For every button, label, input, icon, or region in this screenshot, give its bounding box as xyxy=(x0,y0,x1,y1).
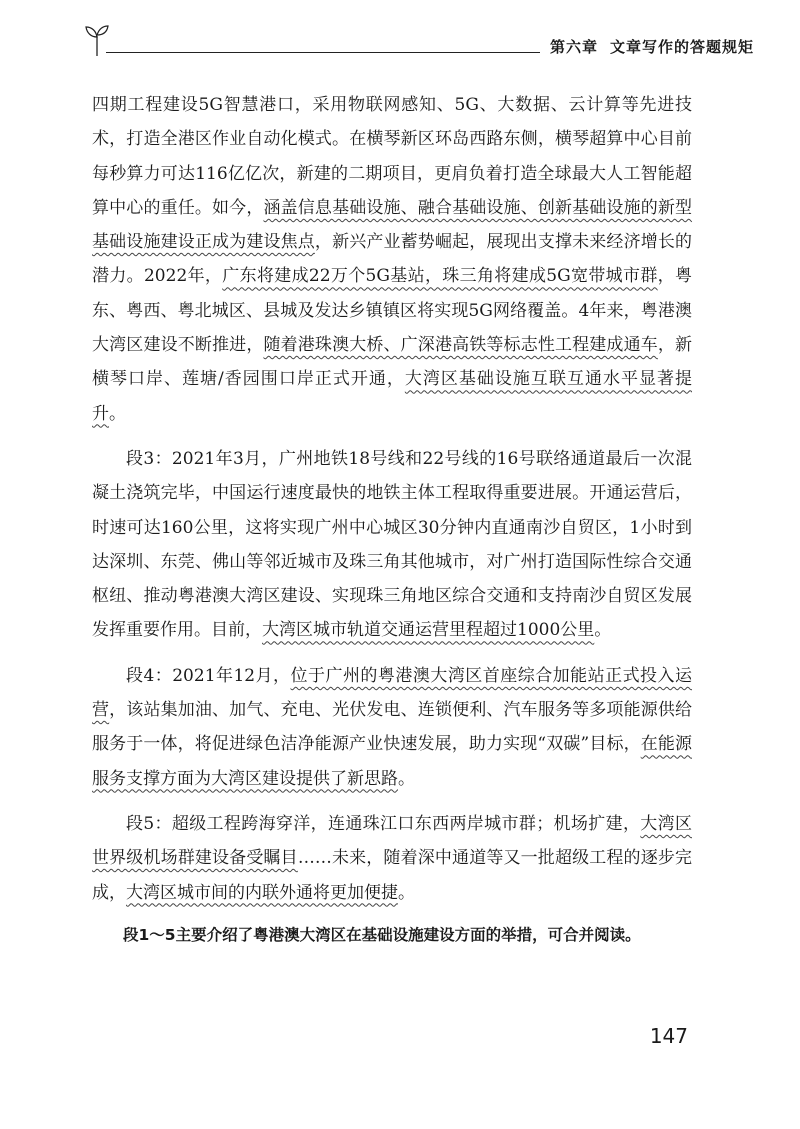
paragraph-3 xyxy=(92,659,692,796)
chapter-title: 文章写作的答题规矩 xyxy=(610,38,755,56)
header-rule xyxy=(106,52,540,53)
underlined-phrase: 在能源服务支撑方面为大湾区建设提供了新思路 xyxy=(92,734,692,789)
underlined-phrase: 大湾区基础设施互联互通水平显著提升 xyxy=(92,369,692,424)
text-run: 段5：超级工程跨海穿洋，连通珠江口东西两岸城市群；机场扩建， xyxy=(126,813,641,834)
text-run: ，新兴产业蓄势崛起，展现出支撑未来经济增长的潜力。2022年， xyxy=(92,232,693,287)
page-number: 147 xyxy=(649,1024,688,1048)
summary-note: 段1～5主要介绍了粤港澳大湾区在基础设施建设方面的举措，可合并阅读。 xyxy=(123,925,641,944)
text-run: ，该站集加油、加气、充电、光伏发电、连锁便利、汽车服务等多项能源供给服务于一体，将促进绿色洁净能源产业快速发展，助力实现“双碳”目标， xyxy=(92,700,693,755)
text-run: 。 xyxy=(109,403,126,424)
page-header xyxy=(84,22,755,62)
text-run: ，新横琴口岸、莲塘/香园围口岸正式开通， xyxy=(92,335,693,390)
text-run: 。 xyxy=(398,768,415,789)
text-run: 。 xyxy=(594,620,612,641)
underlined-phrase: 随着港珠澳大桥、广深港高铁等标志性工程建成通车 xyxy=(263,335,658,356)
underlined-phrase: 广东将建成22万个5G基站，珠三角将建成5G宽带城市群 xyxy=(222,266,658,287)
underlined-phrase: 涵盖信息基础设施、融合基础设施、创新基础设施的新型基础设施建设正成为建设焦点 xyxy=(92,197,693,253)
chapter-number: 第六章 xyxy=(550,38,599,56)
underlined-phrase: 大湾区城市间的内联外通将更加便捷 xyxy=(126,882,398,903)
paragraph-2 xyxy=(92,442,692,648)
body-text xyxy=(92,88,692,949)
text-run: 四期工程建设5G智慧港口，采用物联网感知、5G、大数据、云计算等先进技术，打造全港区作业自动化模式。在横琴新区环岛西路东侧，横琴超算中心目前每秒算力可达116亿亿次，新建的二期项目，更肩负着打造全球最大人工智能超算中心的重任。如今， xyxy=(92,95,692,218)
text-run: ……未来，随着深中通道等又一批超级工程的逐步完成， xyxy=(92,848,693,903)
text-run: 。 xyxy=(398,882,415,903)
paragraph-4 xyxy=(92,807,692,910)
text-run: 段3：2021年3月，广州地铁18号线和22号线的16号联络通道最后一次混凝土浇筑完毕，中国运行速度最快的地铁主体工程取得重要进展。开通运营后，时速可达160公里，这将实现广州中心城区30分钟内直通南沙自贸区，1小时到达深圳、东莞、佛山等邻近城市及珠三角其他城市，对广州打造国际性综合交通枢纽、推动粤港澳大湾区建设、实现珠三角地区综合交通和支持南沙自贸区发展发挥重要作用。目前， xyxy=(92,448,692,641)
chapter-heading xyxy=(550,36,754,57)
underlined-phrase: 大湾区城市轨道交通运营里程超过1000公里 xyxy=(262,620,595,641)
paragraph-1 xyxy=(92,88,692,431)
underlined-phrase: 位于广州的粤港澳大湾区首座综合加能站正式投入运营 xyxy=(92,665,693,721)
text-run: ，粤东、粤西、粤北城区、县城及发达乡镇镇区将实现5G网络覆盖。4年来，粤港澳大湾区建设不断推进， xyxy=(92,266,693,356)
underlined-phrase: 大湾区世界级机场群建设备受瞩目 xyxy=(92,813,692,869)
text-run: 段4：2021年12月， xyxy=(126,665,291,686)
